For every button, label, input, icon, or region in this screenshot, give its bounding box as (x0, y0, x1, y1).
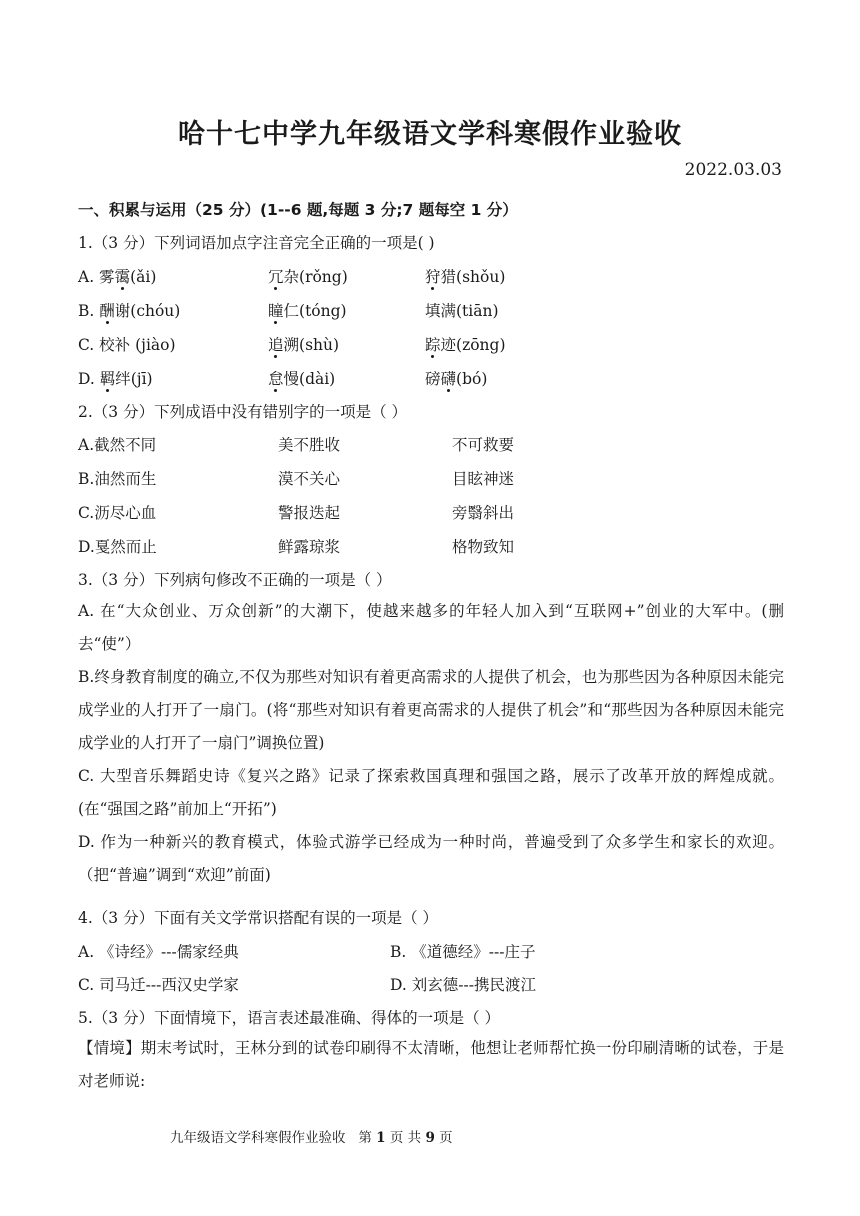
q3-option-a: A. 在“大众创业、万众创新”的大潮下，使越来越多的年轻人加入到“互联网+”创业的大军中。(删去“使”） (78, 602, 784, 653)
q3-option-c: C. 大型音乐舞蹈史诗《复兴之路》记录了探索救国真理和强国之路，展示了改革开放的辉煌成就。(在“强国之路”前加上“开拓”) (78, 767, 784, 818)
q2-option-d2: 鲜露琼浆 (278, 538, 341, 556)
q1-option-a2: 冗杂(rǒng) (268, 268, 348, 286)
q2-stem: 2.（3 分）下列成语中没有错别字的一项是（ ） (78, 403, 408, 421)
q2-option-b1: B.油然而生 (78, 470, 157, 488)
q2-option-b3: 目眩神迷 (452, 470, 515, 488)
q2-option-d1: D.戛然而止 (78, 538, 157, 556)
footer-page-pre: 第 (358, 1130, 372, 1146)
q4-option-c: C. 司马迁---西汉史学家 (78, 976, 239, 994)
q1-option-a1: A. 雾霭(ǎi) (78, 268, 157, 286)
section-heading: 一、积累与运用（25 分）(1--6 题,每题 3 分;7 题每空 1 分） (78, 201, 518, 219)
q4-option-d: D. 刘玄德---携民渡江 (390, 976, 536, 994)
q2-option-a3: 不可救要 (452, 436, 515, 454)
q1-option-d3: 磅礴(bó) (425, 370, 488, 388)
q5-context: 【情境】期末考试时，王林分到的试卷印刷得不太清晰，他想让老师帮忙换一份印刷清晰的试卷，于是对老师说: (78, 1039, 784, 1090)
q2-option-c2: 警报迭起 (278, 504, 341, 522)
q1-option-b3: 填满(tiān) (425, 302, 499, 320)
q1-option-a3: 狩猎(shǒu) (425, 268, 506, 286)
q1-option-d1: D. 羁绊(jī) (78, 370, 153, 388)
page-title: 哈十七中学九年级语文学科寒假作业验收 (178, 119, 682, 150)
footer-page-number: 1 (376, 1130, 386, 1146)
q1-stem: 1.（3 分）下列词语加点字注音完全正确的一项是( ) (78, 234, 435, 252)
q5-stem: 5.（3 分）下面情境下，语言表述最准确、得体的一项是（ ） (78, 1009, 501, 1027)
q3-stem: 3.（3 分）下列病句修改不正确的一项是（ ） (78, 571, 392, 589)
q4-stem: 4.（3 分）下面有关文学常识搭配有误的一项是（ ） (78, 909, 439, 927)
q2-option-a2: 美不胜收 (278, 436, 341, 454)
footer-page-post: 页 (439, 1130, 453, 1146)
q1-option-c3: 踪迹(zōng) (425, 336, 506, 354)
q1-option-c2: 追溯(shù) (268, 336, 340, 354)
footer-page-mid: 页 共 (389, 1130, 422, 1146)
q2-option-c1: C.沥尽心血 (78, 504, 157, 522)
q1-option-b2: 瞳仁(tóng) (268, 302, 347, 320)
q2-option-d3: 格物致知 (452, 538, 515, 556)
date-label: 2022.03.03 (684, 160, 782, 180)
q2-option-c3: 旁翳斜出 (452, 504, 515, 522)
footer-label: 九年级语文学科寒假作业验收 (170, 1130, 346, 1146)
q3-option-d: D. 作为一种新兴的教育模式，体验式游学已经成为一种时尚，普遍受到了众多学生和家长的欢迎。（把“普遍”调到“欢迎”前面) (78, 833, 784, 884)
q2-option-a1: A.截然不同 (78, 436, 157, 454)
q4-option-a: A. 《诗经》---儒家经典 (78, 943, 239, 961)
q2-option-b2: 漠不关心 (278, 470, 341, 488)
q1-option-b1: B. 酬谢(chóu) (78, 302, 181, 320)
footer-page-total: 9 (425, 1130, 435, 1146)
q1-option-d2: 怠慢(dài) (268, 370, 336, 388)
q4-option-b: B. 《道德经》---庄子 (390, 943, 536, 961)
q1-option-c1: C. 校补 (jiào) (78, 336, 176, 354)
page-footer (170, 1126, 453, 1146)
q3-option-b: B.终身教育制度的确立,不仅为那些对知识有着更高需求的人提供了机会，也为那些因为各种原因未能完成学业的人打开了一扇门。(将“那些对知识有着更高需求的人提供了机会”和“那些因为各种原因未能完成学业的人打开了一扇门”调换位置) (78, 668, 784, 752)
